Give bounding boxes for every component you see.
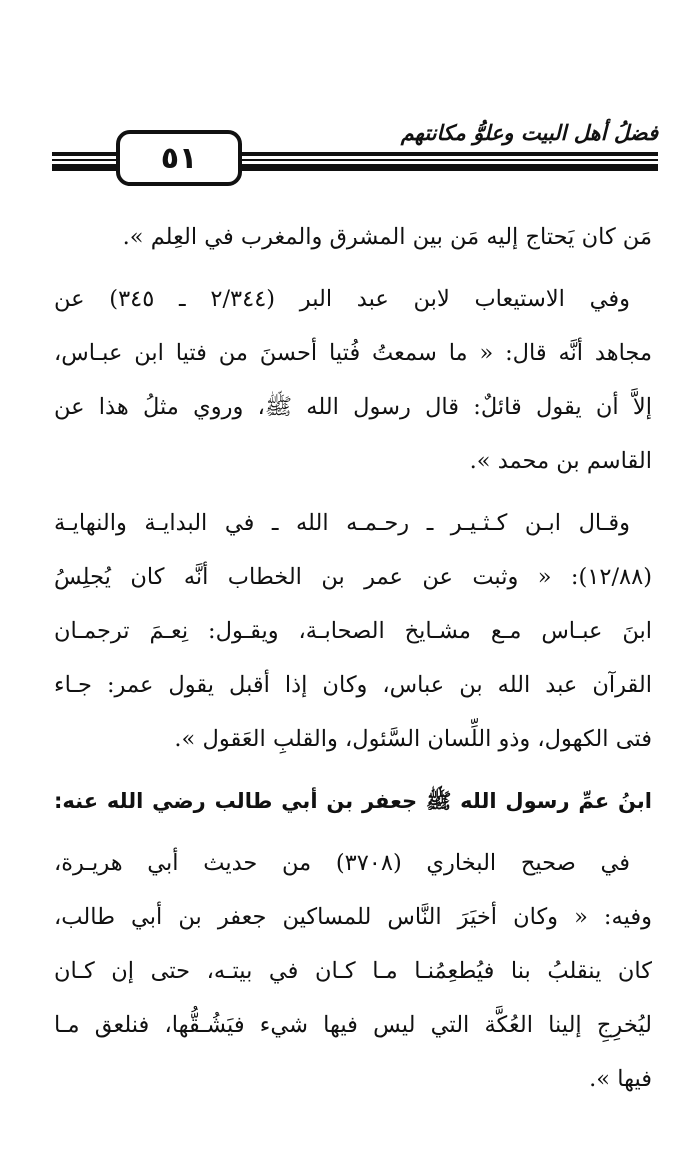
text-line: ابنَ عبـاس مـع مشـايخ الصحابـة، ويقـول: نِعـمَ ترجمـان — [54, 618, 652, 644]
body-text — [54, 210, 652, 1106]
text-line: وفي الاستيعاب لابن عبد البر (٢/٣٤٤ ـ ٣٤٥) عن — [54, 286, 630, 312]
text-line: في صحيح البخاري (٣٧٠٨) من حديث أبي هريـرة، — [54, 850, 630, 876]
text-line: فتى الكهول، وذو اللِّسان السَّئول، والقلبِ العَقول ». — [174, 726, 652, 752]
text-line: القرآن عبد الله بن عباس، وكان إذا أقبل يقول عمر: جـاء — [54, 672, 652, 698]
text-line: القاسم بن محمد ». — [469, 448, 652, 474]
text-line: (١٢/٨٨): « وثبت عن عمر بن الخطاب أنَّه كان يُجلِسُ — [54, 564, 652, 590]
paragraph — [54, 272, 652, 488]
text-line: إلاَّ أن يقول قائلٌ: قال رسول الله ﷺ، وروي مثلُ هذا عن — [54, 394, 652, 420]
paragraph — [54, 836, 652, 1106]
text-line: فيها ». — [589, 1066, 652, 1092]
text-line: مجاهد أنَّه قال: « ما سمعتُ فُتيا أحسنَ من فتيا ابن عبـاس، — [54, 340, 652, 366]
heading-line: ابنُ عمِّ رسول الله ﷺ جعفر بن أبي طالب رضي الله عنه: — [54, 789, 652, 813]
running-title: فضلُ أهل البيت وعلوُّ مكانتهم — [400, 121, 658, 145]
text-line: كان ينقلبُ بنا فيُطعِمُنـا مـا كـان في بيتـه، حتى إن كـان — [54, 958, 652, 984]
text-line: وفيه: « وكان أخيَرَ النَّاس للمساكين جعفر بن أبي طالب، — [54, 904, 652, 930]
text-line: مَن كان يَحتاج إليه مَن بين المشرق والمغرب في العِلم ». — [122, 224, 652, 250]
page-number: ٥١ — [116, 130, 242, 186]
paragraph — [54, 210, 652, 264]
section-heading — [54, 774, 652, 828]
text-line: ليُخرِجِ إلينا العُكَّة التي ليس فيها شيء فيَشُـقُّها، فنلعق مـا — [54, 1012, 652, 1038]
text-line: وقـال ابـن كـثـيـر ـ رحـمـه الله ـ في البدايـة والنهايـة — [54, 510, 630, 536]
paragraph — [54, 496, 652, 766]
page-header — [52, 118, 658, 188]
